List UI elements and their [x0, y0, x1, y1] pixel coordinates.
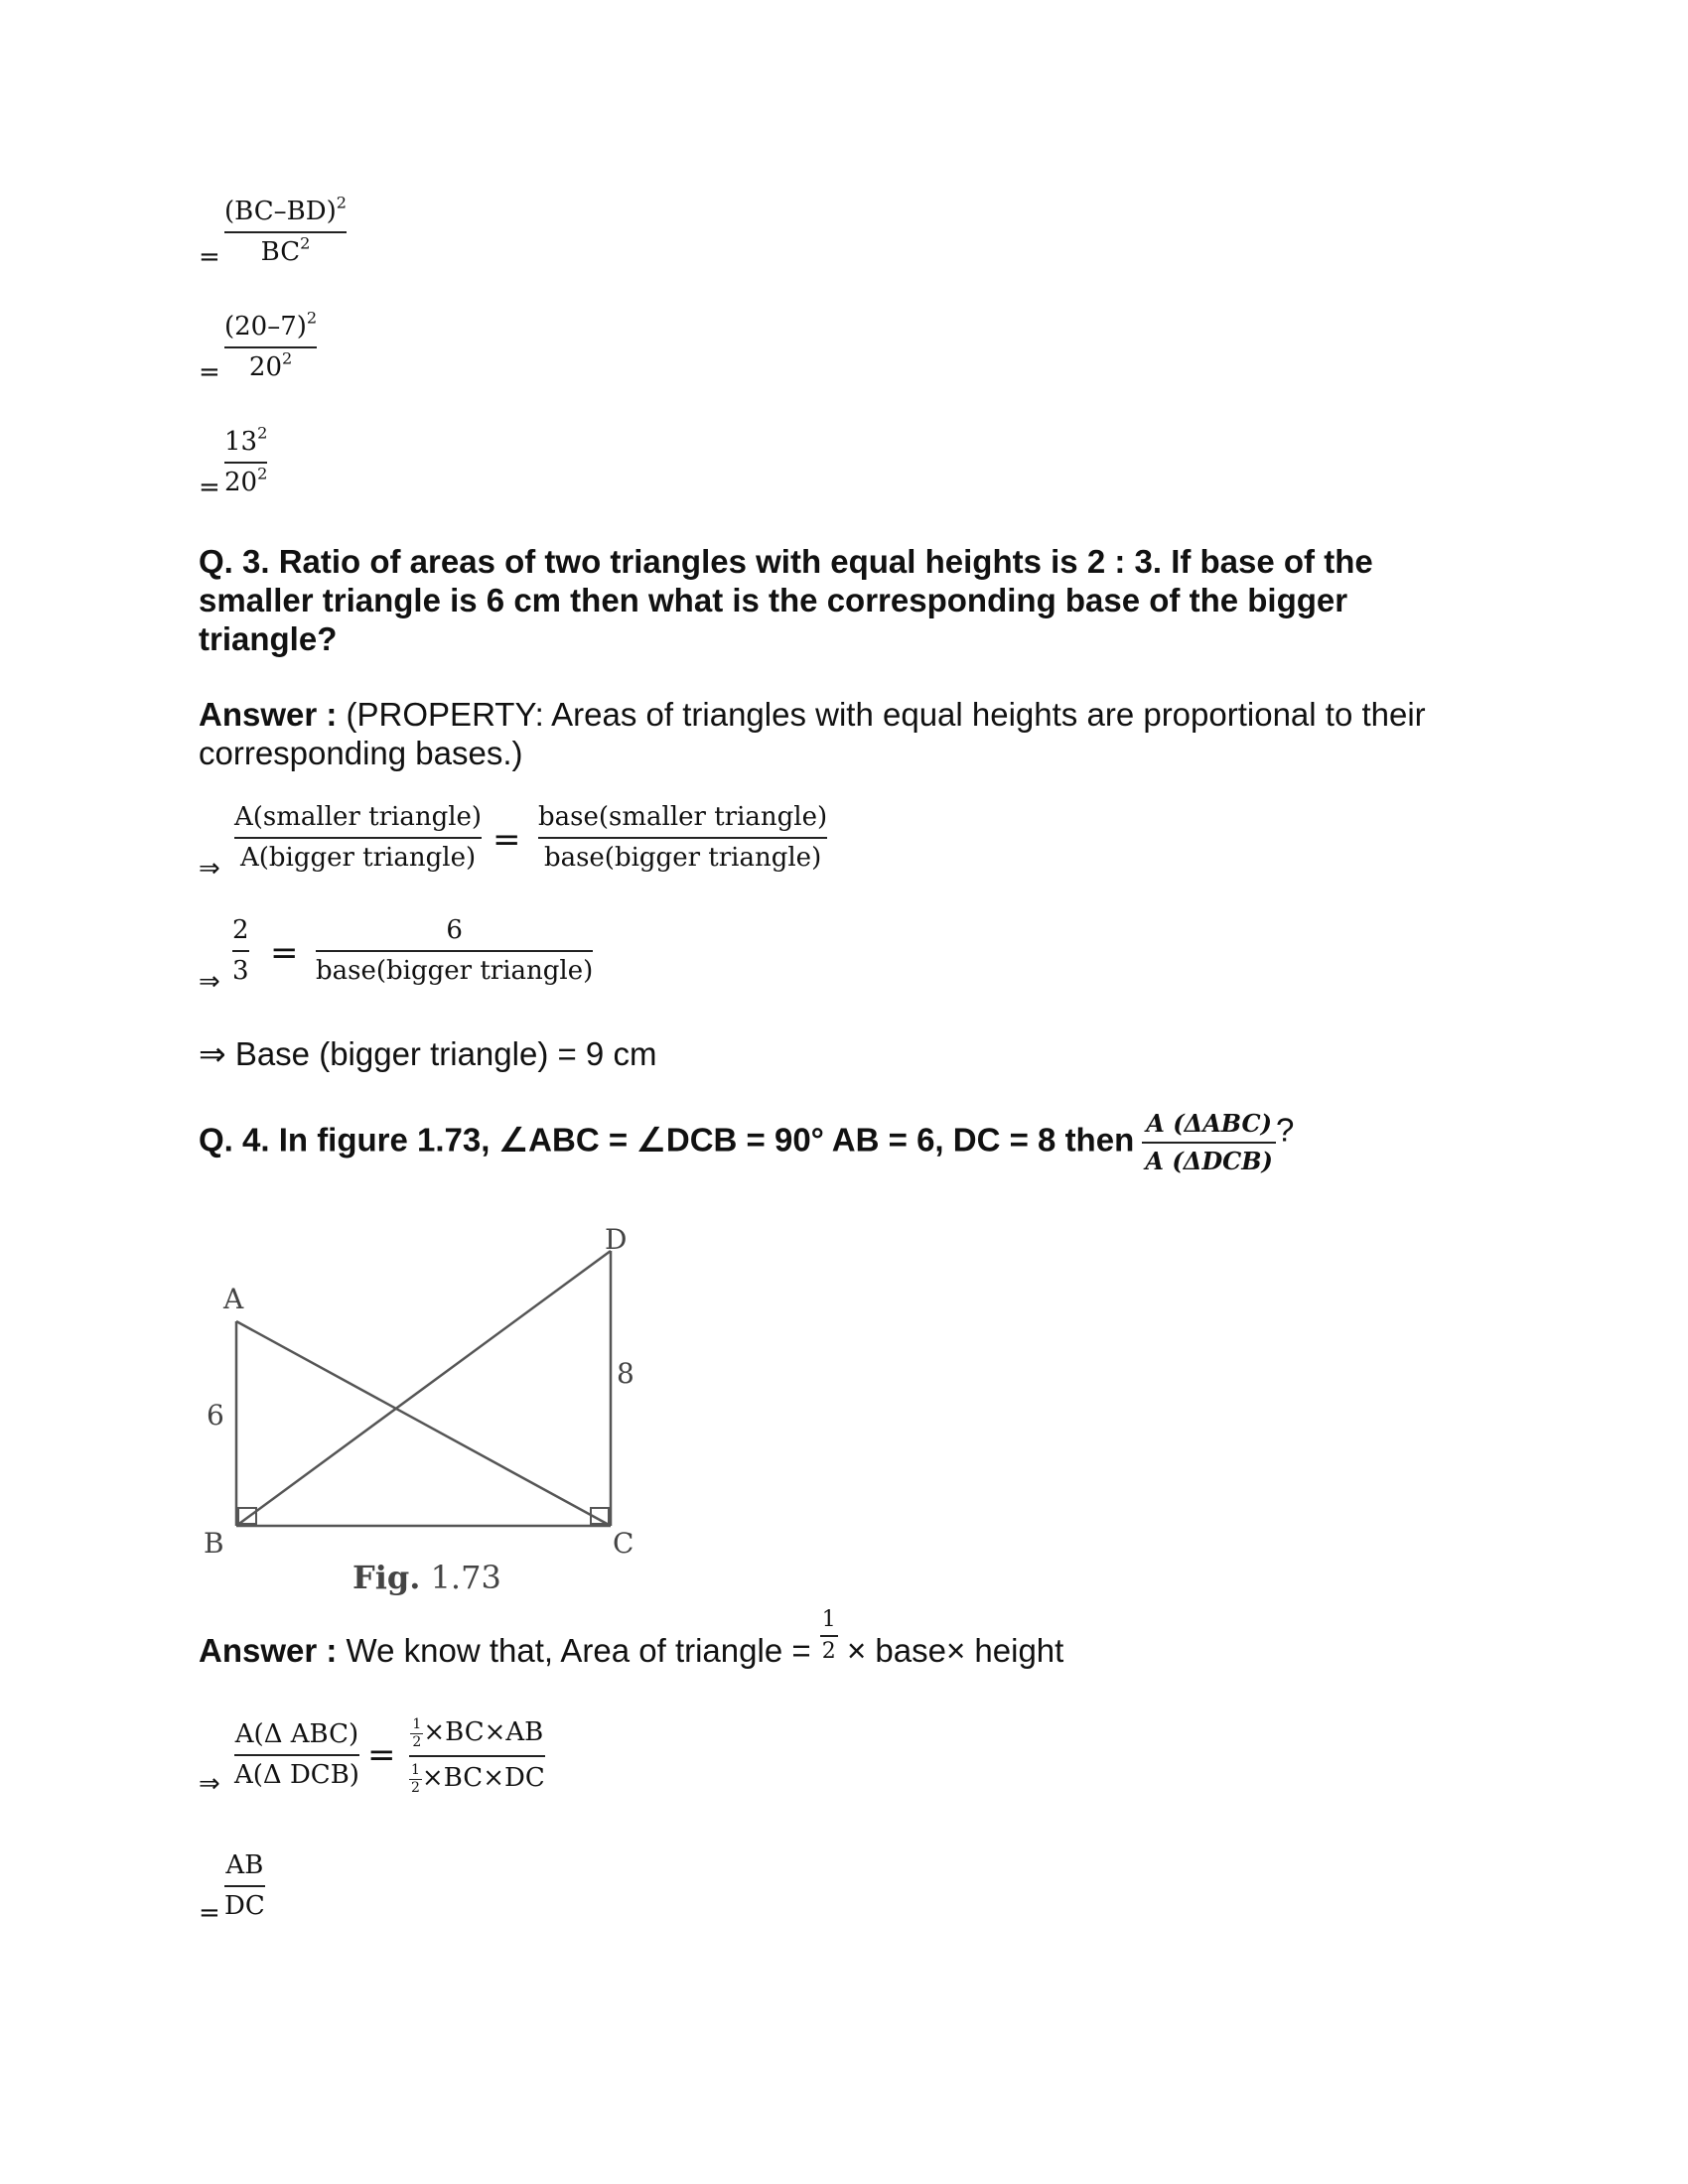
numerator: AB: [224, 1852, 265, 1887]
denominator-exponent: 2: [282, 349, 293, 369]
label-dc-length: 8: [617, 1357, 634, 1390]
q3-result: ⇒ Base (bigger triangle) = 9 cm: [199, 1035, 657, 1072]
numerator: A(smaller triangle): [234, 804, 482, 839]
denominator: DC: [224, 1891, 265, 1922]
q3-question: Q. 3. Ratio of areas of two triangles with equal heights is 2 : 3. If base of the smaller triangle is 6 cm then what is the corresponding base of the bigger triangle?: [199, 543, 1373, 657]
q4-answer: [199, 1608, 1589, 1670]
label-c: C: [613, 1527, 634, 1560]
denominator: base(bigger triangle): [543, 843, 822, 874]
numerator: 1: [820, 1608, 838, 1637]
caption-bold: Fig.: [352, 1559, 421, 1596]
segment-bd: [236, 1251, 611, 1526]
denominator: 2: [821, 1639, 836, 1665]
denominator: A (ΔDCB): [1145, 1146, 1273, 1175]
q4-answer-text: We know that, Area of triangle =: [337, 1632, 820, 1670]
numerator: A(Δ ABC): [234, 1721, 359, 1756]
q4-equation-2: [199, 1852, 397, 1962]
implies-arrow: ⇒: [199, 854, 220, 884]
denominator: [224, 348, 317, 381]
denominator: [224, 233, 347, 266]
fraction-left: [234, 804, 482, 873]
q4-equation-1: [199, 1717, 695, 1827]
numerator-exponent: 2: [336, 193, 347, 212]
numerator: 6: [316, 917, 593, 952]
numerator: 2: [232, 917, 249, 952]
q3-equation-2: [199, 917, 894, 1026]
question-mark: ?: [1276, 1111, 1295, 1149]
numerator-exponent: 2: [306, 308, 318, 328]
q4-answer-label: Answer :: [199, 1632, 338, 1670]
denominator: A(bigger triangle): [239, 843, 477, 874]
half-fraction: [409, 1763, 422, 1795]
figure-1-73: [194, 1221, 670, 1598]
fraction: [224, 1852, 265, 1921]
fraction-right: [538, 804, 827, 873]
step-3: [199, 423, 397, 538]
q4-question-text: Q. 4. In figure 1.73, ∠ABC = ∠DCB = 90° AB = 6, DC = 8 then: [199, 1121, 1135, 1159]
label-ab-length: 6: [207, 1399, 224, 1432]
label-a: A: [223, 1283, 244, 1315]
q3-answer: [199, 695, 1489, 772]
half-denominator: 2: [412, 1733, 422, 1750]
implies-arrow: ⇒: [199, 967, 220, 997]
numerator-text: ×BC×AB: [423, 1717, 544, 1748]
half-fraction: [820, 1608, 838, 1664]
numerator: [224, 308, 318, 348]
equals-sign: =: [492, 820, 521, 860]
fraction-left: [234, 1721, 359, 1790]
equals-sign: =: [367, 1735, 396, 1775]
numerator-exponent: 2: [257, 423, 268, 443]
q3-answer-text: (PROPERTY: Areas of triangles with equal heights are proportional to their corresponding bases.): [199, 696, 1426, 771]
numerator: [409, 1717, 545, 1757]
numerator-text: (BC–BD): [224, 197, 337, 226]
fraction: [224, 423, 268, 498]
numerator: A (ΔABC): [1142, 1110, 1276, 1144]
denominator: base(bigger triangle): [316, 956, 594, 987]
numerator: base(smaller triangle): [538, 804, 827, 839]
equals-sign: =: [199, 357, 220, 387]
numerator: [224, 193, 347, 233]
denominator-text: ×BC×DC: [421, 1763, 545, 1794]
half-denominator: 2: [411, 1780, 420, 1797]
denominator: A(Δ DCB): [234, 1760, 359, 1791]
q4-answer-tail: × base× height: [837, 1632, 1064, 1670]
numerator: [224, 423, 268, 464]
equals-sign: =: [270, 933, 299, 973]
label-d: D: [605, 1223, 628, 1256]
step-1: [199, 193, 397, 308]
denominator: [224, 464, 267, 496]
numerator-text: 13: [224, 427, 258, 457]
implies-arrow: ⇒: [199, 1769, 220, 1799]
denominator-text: 20: [248, 352, 282, 383]
fraction-right: [316, 917, 593, 986]
denominator-exponent: 2: [257, 465, 268, 484]
fraction-left: [232, 917, 249, 986]
equals-sign: =: [199, 473, 220, 502]
figure-caption: [352, 1559, 501, 1596]
q4-question: [199, 1110, 1589, 1174]
fraction-right: [409, 1717, 545, 1796]
caption-number: 1.73: [420, 1559, 501, 1596]
q3-answer-label: Answer :: [199, 696, 338, 733]
half-numerator: 1: [411, 1762, 420, 1779]
denominator-exponent: 2: [300, 234, 311, 254]
half-numerator: 1: [412, 1716, 422, 1732]
q4-ratio-fraction: [1142, 1110, 1276, 1174]
step-2: [199, 308, 397, 423]
segment-ac: [236, 1321, 611, 1526]
equals-sign: =: [199, 242, 220, 272]
q3-equation-1: [199, 804, 894, 913]
fraction: [224, 308, 318, 383]
denominator: 3: [232, 956, 249, 987]
denominator-text: BC: [260, 237, 301, 268]
numerator-text: (20–7): [224, 312, 307, 341]
equals-sign: =: [199, 1898, 220, 1928]
denominator: [409, 1757, 545, 1795]
fraction: [224, 193, 347, 268]
denominator-text: 20: [224, 468, 258, 498]
half-fraction: [410, 1717, 423, 1749]
label-b: B: [204, 1527, 224, 1560]
